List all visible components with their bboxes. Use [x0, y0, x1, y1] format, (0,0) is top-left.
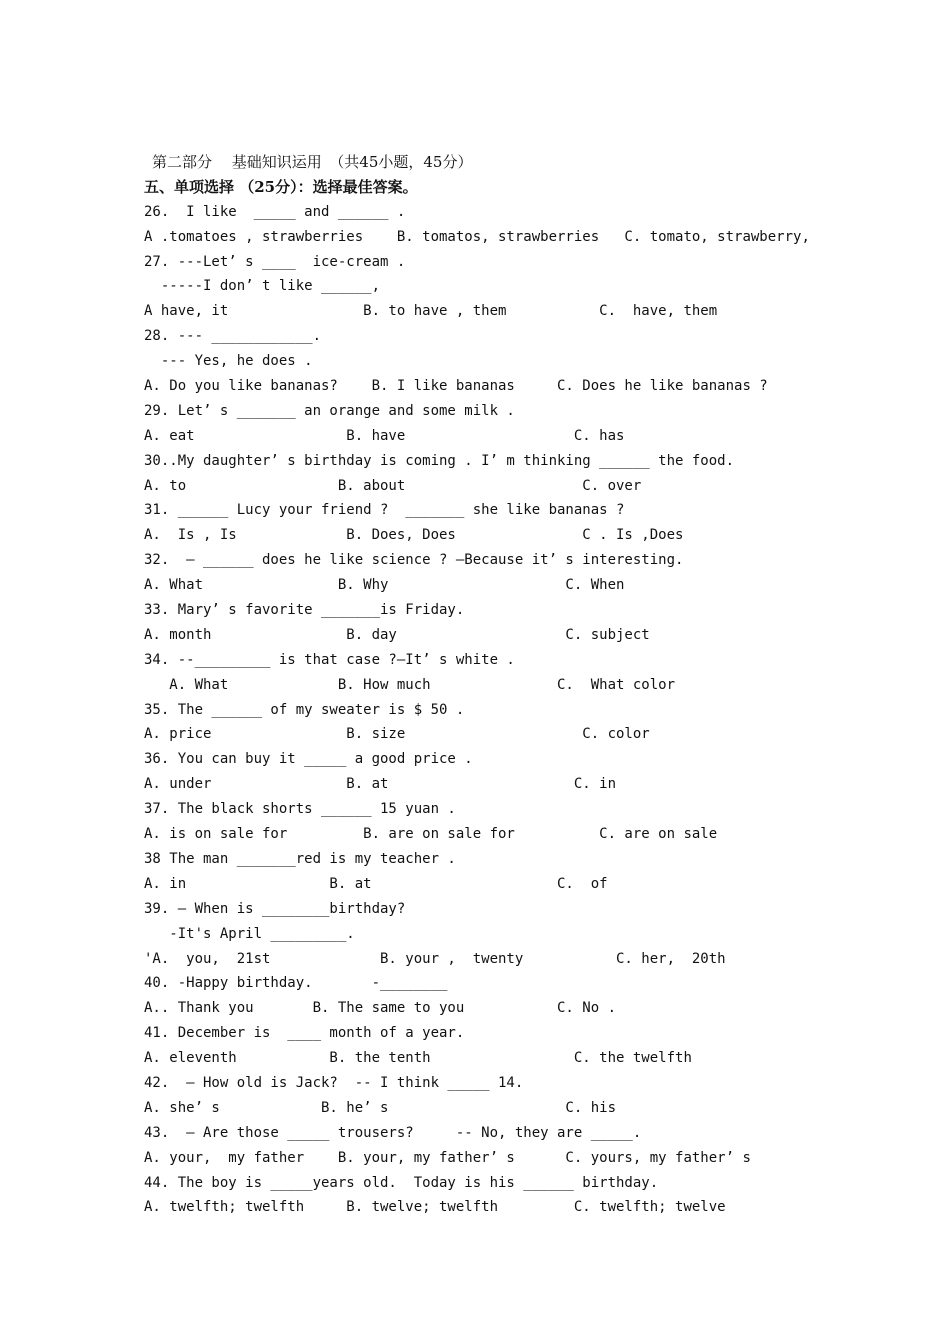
question-line: 32. – ______ does he like science ? –Because it’ s interesting.	[144, 552, 684, 569]
options-line: A. your, my father B. your, my father’ s C. yours, my father’ s	[144, 1149, 751, 1166]
question-line: 28. --- ____________.	[144, 328, 322, 345]
question-line: 38 The man _______red is my teacher .	[144, 850, 456, 867]
options-line: A. price B. size C. color	[144, 726, 650, 743]
options-line: A .tomatoes , strawberries B. tomatos, strawberries C. tomato, strawberry,	[144, 228, 810, 245]
question-line: 33. Mary’ s favorite _______is Friday.	[144, 602, 465, 619]
question-line: 29. Let’ s _______ an orange and some milk .	[144, 402, 515, 419]
options-line: A. What B. Why C. When	[144, 577, 625, 594]
options-line: A. Is , Is B. Does, Does C . Is ,Does	[144, 527, 684, 544]
question-line: 41. December is ____ month of a year.	[144, 1025, 465, 1042]
question-line: 31. ______ Lucy your friend ? _______ she like bananas ?	[144, 502, 625, 519]
section-title: 五、单项选择 （25分）：选择最佳答案。	[144, 177, 418, 196]
question-line: 35. The ______ of my sweater is $ 50 .	[144, 701, 465, 718]
options-line: A. in B. at C. of	[144, 875, 608, 892]
question-line: -----I don’ t like ______,	[144, 278, 381, 295]
question-line: 34. --_________ is that case ?—It’ s white .	[144, 651, 515, 668]
question-line: -It's April _________.	[144, 925, 355, 942]
question-line: 42. – How old is Jack? -- I think _____ 14.	[144, 1074, 524, 1091]
options-line: 'A. you, 21st B. your , twenty C. her, 20th	[144, 950, 726, 967]
question-line: 44. The boy is _____years old. Today is his ______ birthday.	[144, 1174, 659, 1191]
question-line: 40. -Happy birthday. -________	[144, 975, 448, 992]
options-line: A. she’ s B. he’ s C. his	[144, 1099, 617, 1116]
options-line: A. Do you like bananas? B. I like bananas C. Does he like bananas ?	[144, 378, 768, 395]
question-line: 36. You can buy it _____ a good price .	[144, 751, 473, 768]
part-title: 第二部分 基础知识运用 （共45小题，45分）	[152, 153, 473, 171]
options-line: A. month B. day C. subject	[144, 626, 650, 643]
question-line: --- Yes, he does .	[144, 353, 313, 370]
question-line: 39. – When is ________birthday?	[144, 900, 406, 917]
exam-page	[144, 150, 924, 1220]
options-line: A. under B. at C. in	[144, 776, 617, 793]
question-line: 37. The black shorts ______ 15 yuan .	[144, 801, 456, 818]
options-line: A. eleventh B. the tenth C. the twelfth	[144, 1050, 692, 1067]
options-line: A. to B. about C. over	[144, 477, 642, 494]
options-line: A. is on sale for B. are on sale for C. are on sale	[144, 826, 718, 843]
options-line: A. eat B. have C. has	[144, 427, 625, 444]
question-line: 43. – Are those _____ trousers? -- No, they are _____.	[144, 1124, 642, 1141]
options-line: A.. Thank you B. The same to you C. No .	[144, 1000, 617, 1017]
options-line: A. What B. How much C. What color	[144, 676, 676, 693]
question-line: 30..My daughter’ s birthday is coming . I’ m thinking ______ the food.	[144, 452, 735, 469]
options-line: A. twelfth; twelfth B. twelve; twelfth C. twelfth; twelve	[144, 1199, 726, 1216]
question-line: 27. ---Let’ s ____ ice-cream .	[144, 253, 406, 270]
question-line: 26. I like _____ and ______ .	[144, 203, 406, 220]
options-line: A have, it B. to have , them C. have, them	[144, 303, 718, 320]
